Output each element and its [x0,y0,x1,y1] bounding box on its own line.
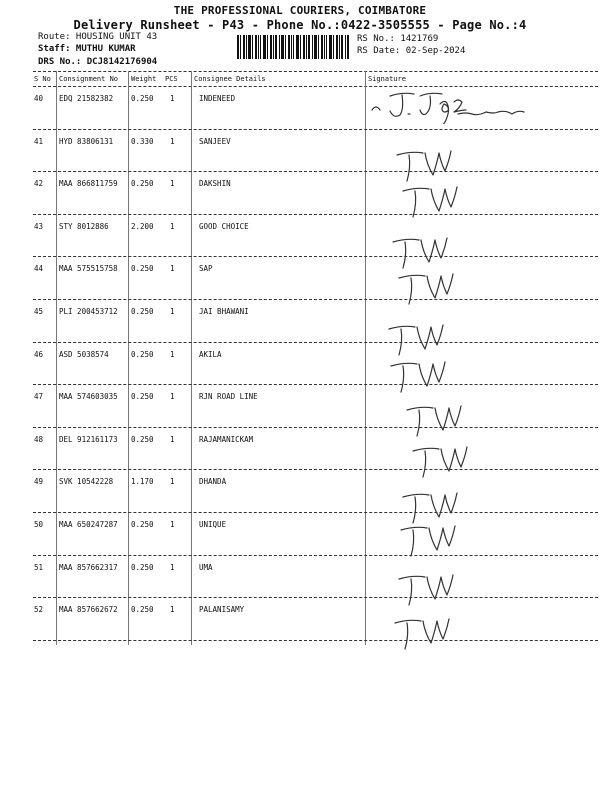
cell-sno: 52 [34,605,44,615]
row-separator [33,512,598,513]
cell-weight: 0.250 [131,605,154,615]
col-header-signature: Signature [368,75,406,83]
table-top-rule [33,71,598,72]
table-row [0,516,600,558]
cell-weight: 0.250 [131,520,154,529]
cell-weight: 1.170 [131,477,154,487]
runsheet-subtitle: Delivery Runsheet - P43 - Phone No.:0422-3505555 - Page No.:4 [73,18,527,32]
cell-pcs: 1 [170,349,175,359]
cell-consignee: SANJEEV [199,136,231,146]
cell-consignee: PALANISAMY [199,605,245,615]
signature-scribble [397,522,467,560]
staff-label: Staff: MUTHU KUMAR [38,44,136,54]
cell-sno: 44 [34,264,44,274]
cell-pcs: 1 [170,562,175,572]
cell-consignment: MAA 866811759 [59,179,118,189]
table-row [0,559,600,601]
col-header-sno: S No [34,75,51,83]
row-separator [33,171,598,172]
table-row [0,175,600,217]
cell-pcs: 1 [170,94,175,103]
cell-consignment: MAA 574603035 [59,392,118,402]
company-title: THE PROFESSIONAL COURIERS, COIMBATORE [173,4,427,17]
cell-sno: 47 [34,392,44,402]
cell-weight: 2.200 [131,221,154,231]
table-row [0,260,600,302]
cell-weight: 0.250 [131,179,154,189]
row-separator [33,299,598,300]
row-separator [33,427,598,428]
row-separator [33,640,598,641]
drs-number: DRS No.: DCJ8142176904 [38,57,158,67]
col-header-consignment: Consignment No [59,75,119,83]
signature-scribble [391,615,461,653]
cell-consignee: INDENEED [199,94,236,103]
row-separator [33,555,598,556]
cell-pcs: 1 [170,520,175,529]
row-separator [33,214,598,215]
table-row [0,218,600,260]
cell-consignment: MAA 575515758 [59,264,118,274]
table-row [0,346,600,388]
cell-consignment: MAA 857662672 [59,605,118,615]
cell-pcs: 1 [170,264,175,274]
cell-consignment: DEL 912161173 [59,434,118,444]
cell-consignee: UNIQUE [199,520,227,529]
cell-consignee: JAI BHAWANI [199,307,249,316]
cell-sno: 48 [34,434,44,444]
cell-consignment: EDQ 21582382 [59,94,114,103]
cell-weight: 0.250 [131,349,154,359]
signature-scribble [399,183,469,221]
col-header-weight: Weight [131,75,157,83]
cell-weight: 0.250 [131,392,154,402]
cell-pcs: 1 [170,307,175,316]
cell-consignment: MAA 650247287 [59,520,118,529]
cell-sno: 49 [34,477,44,487]
cell-pcs: 1 [170,392,175,402]
row-separator [33,342,598,343]
route-label: Route: HOUSING UNIT 43 [38,32,158,42]
row-separator [33,384,598,385]
row-separator [33,129,598,130]
cell-sno: 46 [34,349,44,359]
cell-consignment: SVK 10542228 [59,477,114,487]
table-row [0,431,600,473]
cell-consignee: AKILA [199,349,222,359]
cell-pcs: 1 [170,136,175,146]
table-row [0,303,600,345]
signature-scribble [368,88,538,124]
cell-consignee: SAP [199,264,213,274]
cell-weight: 0.250 [131,434,154,444]
cell-sno: 41 [34,136,44,146]
rs-number: RS No.: 1421769 [357,34,439,44]
cell-pcs: 1 [170,605,175,615]
cell-weight: 0.250 [131,307,154,316]
cell-consignee: DAKSHIN [199,179,231,189]
row-separator [33,597,598,598]
cell-weight: 0.250 [131,94,154,103]
cell-sno: 51 [34,562,44,572]
col-header-pcs: PCS [165,75,178,83]
cell-pcs: 1 [170,179,175,189]
cell-consignee: UMA [199,562,213,572]
cell-weight: 0.250 [131,264,154,274]
cell-pcs: 1 [170,477,175,487]
row-separator [33,256,598,257]
cell-weight: 0.250 [131,562,154,572]
cell-consignment: HYD 83806131 [59,136,114,146]
row-separator [33,469,598,470]
cell-consignee: RAJAMANICKAM [199,434,254,444]
table-row [0,601,600,643]
table-row [0,388,600,430]
cell-consignee: GOOD CHOICE [199,221,249,231]
cell-consignment: ASD 5038574 [59,349,109,359]
rs-date: RS Date: 02-Sep-2024 [357,46,466,56]
col-header-consignee: Consignee Details [194,75,266,83]
cell-weight: 0.330 [131,136,154,146]
cell-consignee: DHANDA [199,477,227,487]
cell-sno: 50 [34,520,44,529]
table-row [0,473,600,515]
cell-sno: 45 [34,307,44,316]
cell-consignee: RJN ROAD LINE [199,392,258,402]
table-header-rule [33,86,598,87]
cell-sno: 43 [34,221,44,231]
cell-consignment: STY 8012886 [59,221,109,231]
cell-pcs: 1 [170,434,175,444]
cell-consignment: MAA 857662317 [59,562,118,572]
cell-sno: 40 [34,94,44,103]
barcode-icon [237,35,349,59]
cell-pcs: 1 [170,221,175,231]
cell-consignment: PLI 200453712 [59,307,118,316]
table-row [0,133,600,175]
cell-sno: 42 [34,179,44,189]
